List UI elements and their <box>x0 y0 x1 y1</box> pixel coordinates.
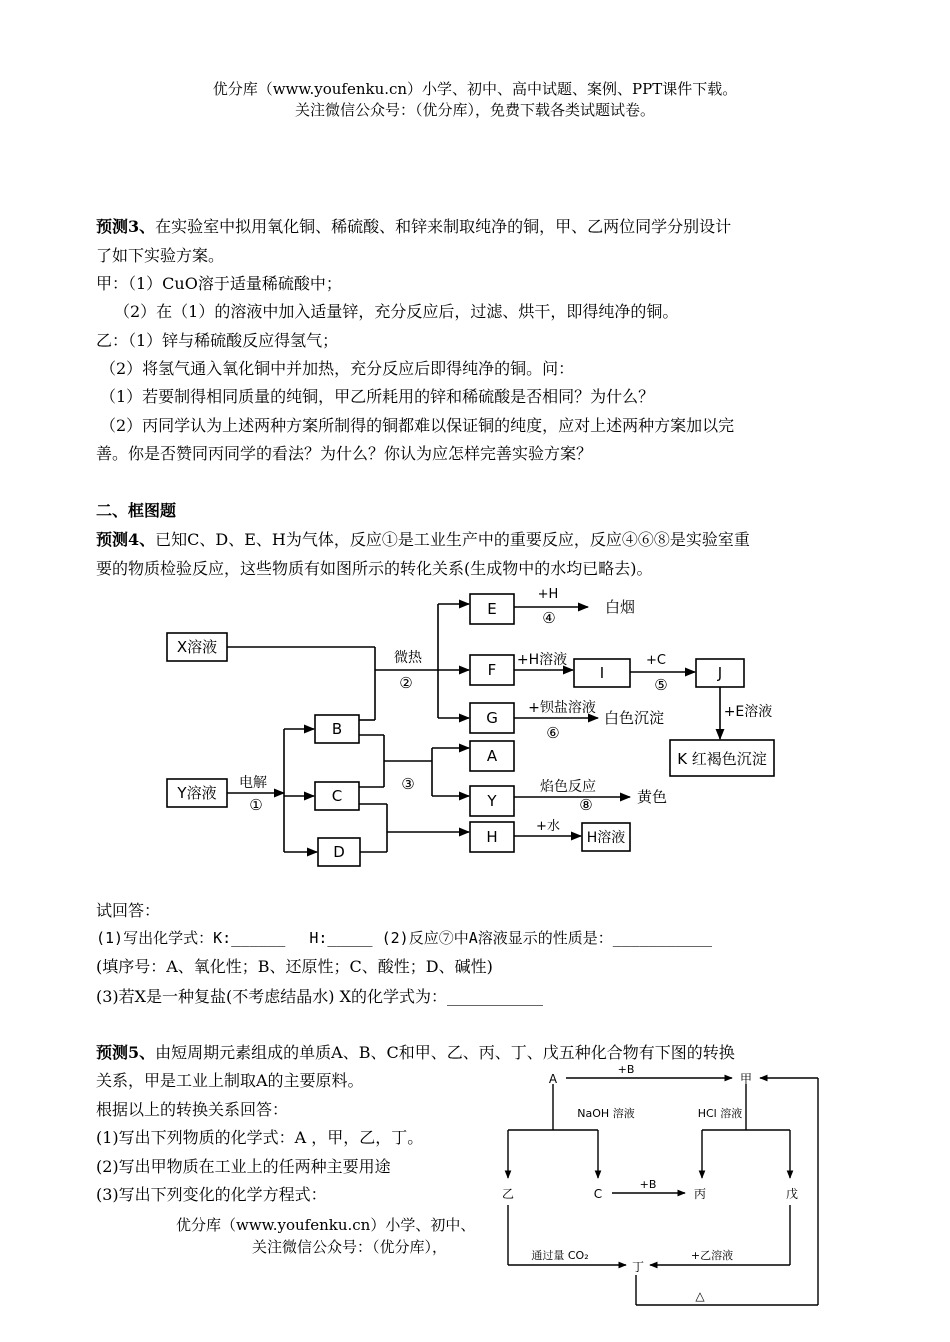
label-plus-barium: +钡盐溶液 <box>528 700 596 716</box>
q5-label-ding: 丁 <box>631 1260 645 1274</box>
q5-label-plus-yi: +乙溶液 <box>690 1249 734 1262</box>
q5-label-jia: 甲 <box>739 1072 753 1086</box>
q5-label-wu: 戊 <box>785 1187 799 1201</box>
q5-label-plus-b-mid: +B <box>639 1178 657 1191</box>
label-x-solution: X溶液 <box>176 638 218 656</box>
q5-label-yi: 乙 <box>501 1187 515 1201</box>
q3-text-1: 在实验室中拟用氧化铜、稀硫酸、和锌来制取纯净的铜，甲、乙两位同学分别设计 <box>155 217 732 236</box>
q5-line-5: (2)写出甲物质在工业上的任两种主要用途 <box>96 1157 391 1176</box>
q5-label-bing: 丙 <box>693 1187 707 1201</box>
label-electrolysis: 电解 <box>239 775 267 791</box>
label-yellow: 黄色 <box>636 788 668 806</box>
q5-label-c: C <box>593 1187 603 1201</box>
q5-label-co2: 通过量 CO₂ <box>531 1249 589 1262</box>
section-2-title: 二、框图题 <box>96 501 177 520</box>
footer-line-2: 关注微信公众号：（优分库）， <box>252 1238 448 1256</box>
q5-label-plus-b-top: +B <box>617 1063 635 1076</box>
label-c: C <box>331 787 343 805</box>
q5-line-4: (1)写出下列物质的化学式：A ，甲，乙，丁。 <box>96 1128 424 1147</box>
q4-text-1: 已知C、D、E、H为气体，反应①是工业生产中的重要反应，反应④⑥⑧是实验室重 <box>155 530 750 549</box>
circle-5: ⑤ <box>654 676 668 694</box>
q3-line-6: （2）将氢气通入氧化铜中并加热，充分反应后即得纯净的铜。问： <box>100 359 575 378</box>
q4-answer-3: (3)若X是一种复盐(不考虑结晶水) X的化学式为：____________ <box>96 987 544 1006</box>
q5-line-3: 根据以上的转换关系回答： <box>96 1100 289 1119</box>
circle-8: ⑧ <box>579 796 593 814</box>
label-plus-water: +水 <box>536 819 560 834</box>
label-d: D <box>333 843 345 861</box>
q4-answer-intro: 试回答： <box>96 901 161 920</box>
label-b: B <box>331 720 343 738</box>
label-white-smoke: 白烟 <box>604 598 636 616</box>
q5-line-6: (3)写出下列变化的化学方程式： <box>96 1185 327 1204</box>
header-line-1: 优分库（www.youfenku.cn）小学、初中、高中试题、案例、PPT课件下载。 <box>212 80 738 98</box>
label-flame-test: 焰色反应 <box>540 779 596 795</box>
label-i: I <box>599 664 605 682</box>
q4-label: 预测4、 <box>96 530 156 549</box>
footer-line-1: 优分库（www.youfenku.cn）小学、初中、 <box>176 1216 476 1234</box>
label-y-solution: Y溶液 <box>177 784 217 802</box>
q5-label-a: A <box>548 1072 558 1086</box>
q3-line-2: 了如下实验方案。 <box>96 246 225 265</box>
q3-line-9: 善。你是否赞同丙同学的看法？为什么？你认为应怎样完善实验方案？ <box>96 444 593 463</box>
q3-line-4: （2）在（1）的溶液中加入适量锌，充分反应后，过滤、烘干，即得纯净的铜。 <box>114 302 679 321</box>
circle-1: ① <box>249 796 263 814</box>
q3-line-5: 乙：（1）锌与稀硫酸反应得氢气； <box>96 331 339 350</box>
label-f: F <box>487 661 497 679</box>
q5-label: 预测5、 <box>96 1043 156 1062</box>
label-plus-h: +H <box>537 587 559 602</box>
label-plus-c: +C <box>646 653 666 668</box>
label-plus-e-solution: +E溶液 <box>723 704 773 720</box>
label-plus-h-solution: +H溶液 <box>516 652 568 668</box>
q5-text-1: 由短周期元素组成的单质A、B、C和甲、乙、丙、丁、戊五种化合物有下图的转换 <box>155 1043 735 1062</box>
header-line-2: 关注微信公众号：（优分库），免费下载各类试题试卷。 <box>294 101 655 119</box>
q5-label-naoh: NaOH 溶液 <box>577 1107 635 1120</box>
circle-4: ④ <box>542 609 556 627</box>
label-h-solution: H溶液 <box>586 830 626 846</box>
circle-2: ② <box>399 674 413 692</box>
q4-line-2: 要的物质检验反应，这些物质有如图所示的转化关系(生成物中的水均已略去)。 <box>96 559 653 578</box>
q3-label: 预测3、 <box>96 217 156 236</box>
label-h: H <box>486 828 498 846</box>
label-e: E <box>487 600 497 618</box>
q5-line-2: 关系，甲是工业上制取A的主要原料。 <box>96 1071 364 1090</box>
q4-answer-2: (填序号：A、氧化性；B、还原性；C、酸性；D、碱性) <box>96 957 493 976</box>
label-white-precipitate: 白色沉淀 <box>603 709 665 727</box>
q5-label-heat: △ <box>695 1289 705 1303</box>
label-k: K 红褐色沉淀 <box>677 750 767 768</box>
label-heat: 微热 <box>394 650 422 666</box>
circle-6: ⑥ <box>546 724 560 742</box>
label-j: J <box>717 664 723 682</box>
label-y: Y <box>487 792 497 810</box>
circle-3: ③ <box>401 775 415 793</box>
q3-line-8: （2）丙同学认为上述两种方案所制得的铜都难以保证铜的纯度，应对上述两种方案加以完 <box>100 416 735 435</box>
label-g: G <box>486 709 498 727</box>
q4-answer-1: (1)写出化学式：K:______ H:_____ (2)反应⑦中A溶液显示的性质是：___________ <box>96 929 713 947</box>
q5-label-hcl: HCl 溶液 <box>697 1107 743 1120</box>
label-a: A <box>486 747 498 765</box>
q3-line-3: 甲：（1）CuO溶于适量稀硫酸中； <box>96 274 342 293</box>
q3-line-7: （1）若要制得相同质量的纯铜，甲乙所耗用的锌和稀硫酸是否相同？为什么？ <box>100 387 655 406</box>
